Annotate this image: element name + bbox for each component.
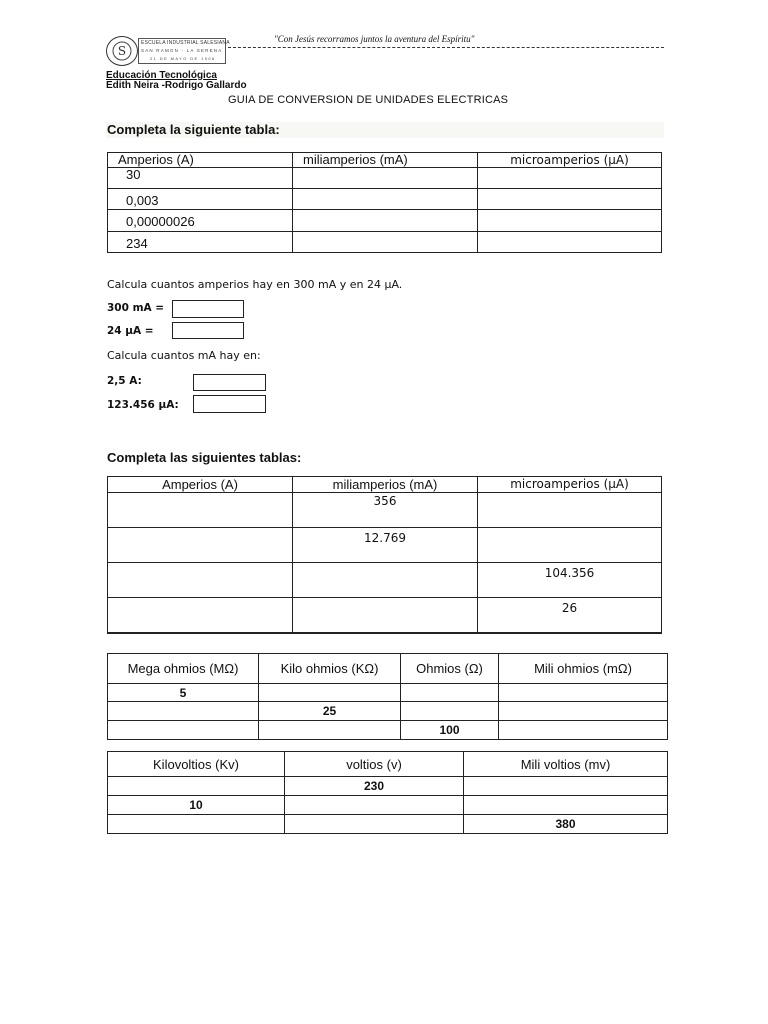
- table-volts: [107, 751, 668, 834]
- question-2b-label: 123.456 µA:: [107, 399, 179, 411]
- table-row: [108, 721, 668, 740]
- svg-text:S: S: [117, 44, 127, 58]
- col-header-millivolts: Mili voltios (mv): [464, 752, 668, 777]
- table-row: [108, 598, 662, 633]
- cell-kilovolts: 10: [108, 796, 285, 815]
- cell-ohms-input[interactable]: [401, 684, 499, 702]
- cell-ohms: 100: [401, 721, 499, 740]
- cell-kiloohms: 25: [259, 702, 401, 721]
- school-motto: "Con Jesús recorramos juntos la aventura del Espíritu": [274, 34, 475, 44]
- col-header-kiloohms: Kilo ohmios (KΩ): [259, 654, 401, 684]
- col-header-amperes: Amperios (A): [108, 153, 293, 168]
- question-1: Calcula cuantos amperios hay en 300 mA y en 24 µA.: [107, 278, 403, 291]
- col-header-kilovolts: Kilovoltios (Kv): [108, 752, 285, 777]
- cell-megaohms-input[interactable]: [108, 702, 259, 721]
- cell-volts: 230: [285, 777, 464, 796]
- table-row: [108, 528, 662, 563]
- table-row: [108, 777, 668, 796]
- cell-millivolts-input[interactable]: [464, 777, 668, 796]
- col-header-milliamperes: miliamperios (mA): [293, 153, 478, 168]
- col-header-milliamperes: miliamperios (mA): [293, 477, 478, 493]
- cell-amperes: 0,00000026: [108, 210, 293, 232]
- cell-kilovolts-input[interactable]: [108, 777, 285, 796]
- question-1a-label: 300 mA =: [107, 302, 165, 314]
- table-row: [108, 563, 662, 598]
- cell-microamperes-input[interactable]: [478, 528, 662, 563]
- col-header-microamperes: microamperios (µA): [478, 477, 662, 493]
- question-1b-label: 24 µA =: [107, 325, 154, 337]
- school-location: SAN RAMON - LA SERENA: [141, 48, 223, 53]
- cell-volts-input[interactable]: [285, 796, 464, 815]
- cell-amperes-input[interactable]: [108, 528, 293, 563]
- cell-kilovolts-input[interactable]: [108, 815, 285, 834]
- table-row: [108, 189, 662, 210]
- cell-milliohms-input[interactable]: [499, 684, 668, 702]
- col-header-amperes: Amperios (A): [108, 477, 293, 493]
- table-ohms: [107, 653, 668, 740]
- cell-milliamperes: 12.769: [293, 528, 478, 563]
- cell-milliamperes-input[interactable]: [293, 563, 478, 598]
- table-amperes-1: [107, 152, 662, 253]
- col-header-milliohms: Mili ohmios (mΩ): [499, 654, 668, 684]
- col-header-volts: voltios (v): [285, 752, 464, 777]
- table-amperes-2: [107, 476, 662, 634]
- table-row: [108, 232, 662, 253]
- table-row: [108, 210, 662, 232]
- cell-microamperes-input[interactable]: [478, 232, 662, 253]
- answer-box-123456ua[interactable]: [193, 395, 266, 413]
- cell-megaohms-input[interactable]: [108, 721, 259, 740]
- school-founding-date: 21 DE MAYO DE 1906: [150, 56, 216, 61]
- guide-title: GUIA DE CONVERSION DE UNIDADES ELECTRICAS: [228, 94, 509, 106]
- cell-milliohms-input[interactable]: [499, 702, 668, 721]
- cell-milliamperes-input[interactable]: [293, 210, 478, 232]
- cell-millivolts: 380: [464, 815, 668, 834]
- cell-amperes-input[interactable]: [108, 493, 293, 528]
- cell-microamperes-input[interactable]: [478, 210, 662, 232]
- section-2-title: Completa las siguientes tablas:: [107, 450, 302, 465]
- cell-milliamperes-input[interactable]: [293, 598, 478, 633]
- question-2: Calcula cuantos mA hay en:: [107, 349, 261, 362]
- cell-microamperes-input[interactable]: [478, 189, 662, 210]
- cell-amperes-input[interactable]: [108, 598, 293, 633]
- cell-microamperes: 26: [478, 598, 662, 633]
- cell-milliamperes-input[interactable]: [293, 232, 478, 253]
- cell-ohms-input[interactable]: [401, 702, 499, 721]
- table-row: [108, 493, 662, 528]
- cell-kiloohms-input[interactable]: [259, 721, 401, 740]
- col-header-megaohms: Mega ohmios (MΩ): [108, 654, 259, 684]
- table-row: [108, 168, 662, 189]
- cell-amperes: 0,003: [108, 189, 293, 210]
- school-name: ESCUELA INDUSTRIAL SALESIANA: [141, 40, 230, 46]
- cell-millivolts-input[interactable]: [464, 796, 668, 815]
- table-row: [108, 702, 668, 721]
- subject-title: Educación Tecnológica: [106, 70, 217, 81]
- table-row: [108, 796, 668, 815]
- header-divider: [228, 47, 664, 48]
- cell-microamperes-input[interactable]: [478, 168, 662, 189]
- teacher-names: Edith Neira -Rodrigo Gallardo: [106, 80, 247, 91]
- section-1-title: Completa la siguiente tabla:: [107, 122, 280, 137]
- cell-amperes-input[interactable]: [108, 563, 293, 598]
- cell-kiloohms-input[interactable]: [259, 684, 401, 702]
- cell-milliohms-input[interactable]: [499, 721, 668, 740]
- cell-milliamperes-input[interactable]: [293, 168, 478, 189]
- col-header-ohms: Ohmios (Ω): [401, 654, 499, 684]
- cell-milliamperes: 356: [293, 493, 478, 528]
- answer-box-2-5a[interactable]: [193, 374, 266, 391]
- school-logo-icon: [106, 36, 138, 66]
- cell-microamperes-input[interactable]: [478, 493, 662, 528]
- cell-megaohms: 5: [108, 684, 259, 702]
- cell-amperes: 234: [108, 232, 293, 253]
- table-row: [108, 684, 668, 702]
- cell-microamperes: 104.356: [478, 563, 662, 598]
- cell-amperes: 30: [108, 168, 293, 189]
- question-2a-label: 2,5 A:: [107, 375, 142, 387]
- col-header-microamperes: microamperios (µA): [478, 153, 662, 168]
- answer-box-300ma[interactable]: [172, 300, 244, 318]
- cell-volts-input[interactable]: [285, 815, 464, 834]
- cell-milliamperes-input[interactable]: [293, 189, 478, 210]
- table-row: [108, 815, 668, 834]
- answer-box-24ua[interactable]: [172, 322, 244, 339]
